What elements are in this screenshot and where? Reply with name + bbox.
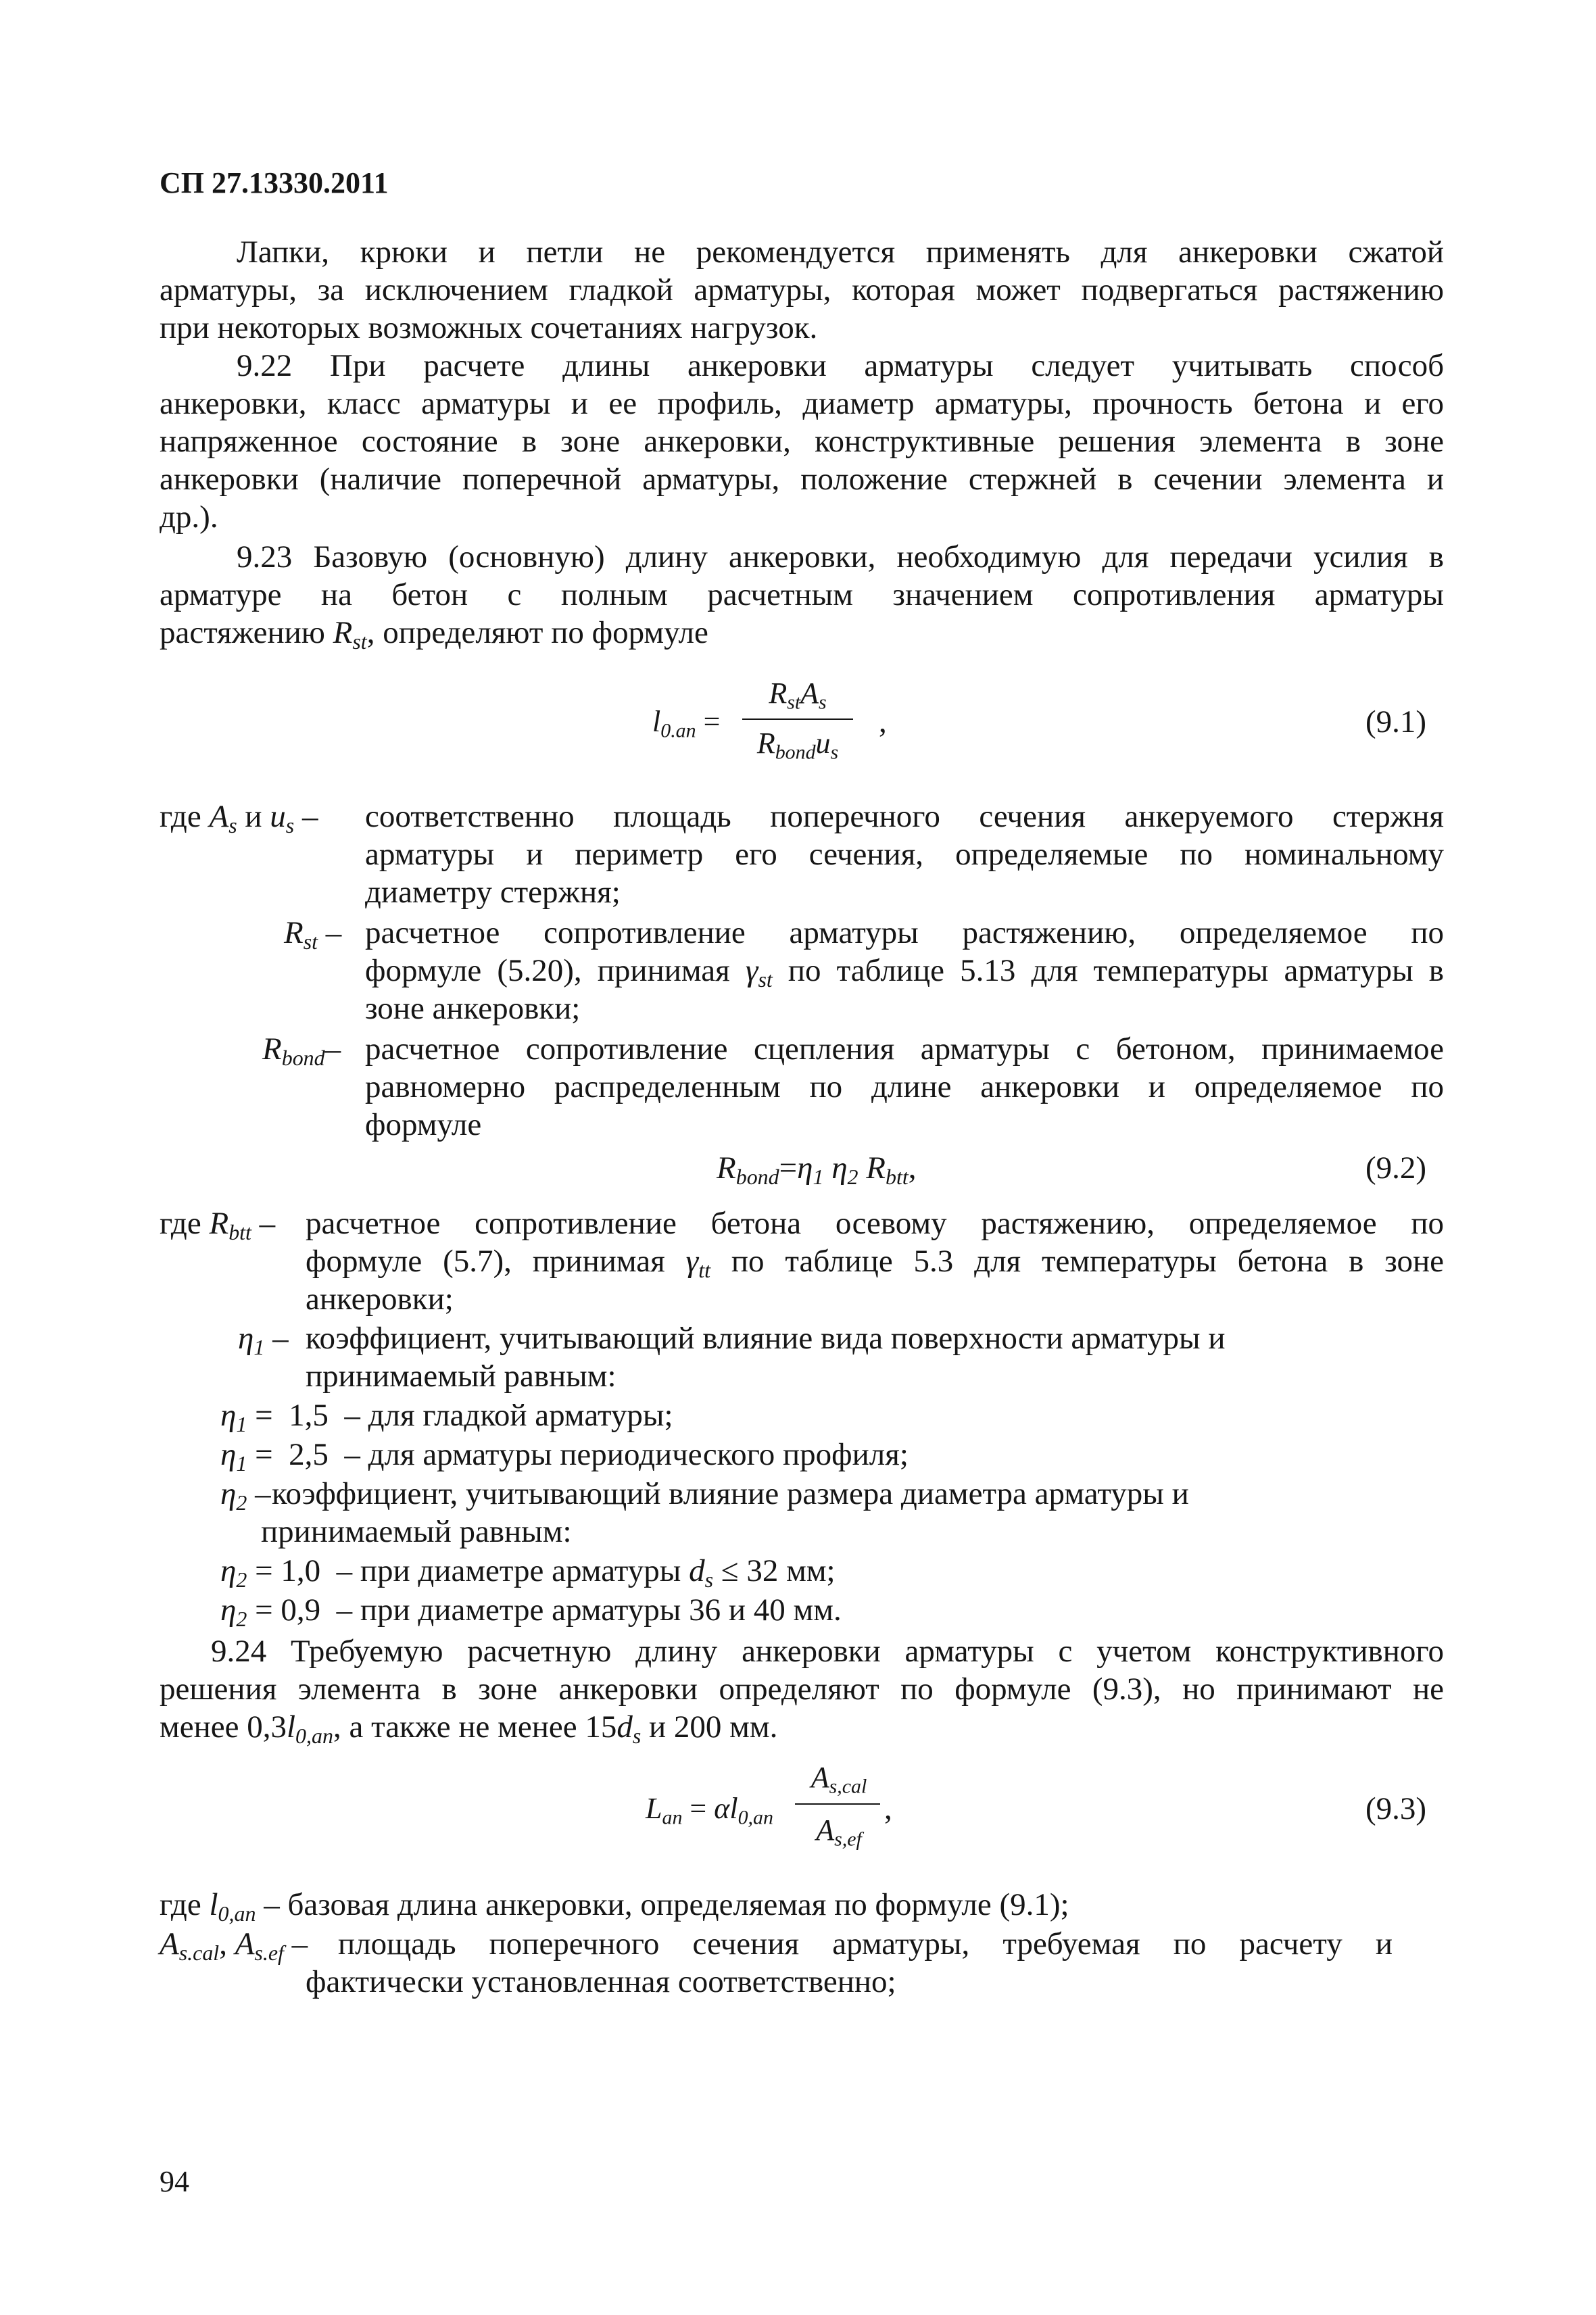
value-line: $\eta_2 = 1,0$ – при диаметре арматуры $d_s \le 32$ мм; [220,1553,836,1592]
definition-line: диаметру стержня; [365,875,621,910]
formula-lhs: $l_{0.an}$ = [652,705,721,742]
paragraph-line: напряженное состояние в зоне анкеровки, конструктивные решения элемента в зоне [160,424,1444,459]
paragraph-line: 9.23 Базовую (основную) длину анкеровки, необходимую для передачи усилия в [237,539,1444,575]
value-line: $\eta_1 = 2,5$ – для арматуры периодического профиля; [220,1437,909,1476]
fraction-bar [742,718,853,720]
definition-line: принимаемый равным: [261,1514,572,1549]
definition-line: арматуры и периметр его сечения, определяемые по номинальному [365,837,1444,872]
formula-lhs: $L_{an} = \alpha l_{0,an}$ [646,1792,773,1829]
where-term: $R_{st}$ – [284,915,342,954]
paragraph-line: 9.24 Требуемую расчетную длину анкеровки арматуры с учетом конструктивного [211,1634,1444,1669]
definition-line: расчетное сопротивление сцепления арматуры с бетоном, принимаемое [365,1031,1444,1067]
paragraph-line: др.). [160,499,218,535]
where-term: $\eta_2$ – [220,1476,271,1515]
paragraph-line: анкеровки, класс арматуры и ее профиль, диаметр арматуры, прочность бетона и его [160,386,1444,421]
paragraph-line: арматуре на бетон с полным расчетным значением сопротивления арматуры [160,577,1444,612]
page-number: 94 [160,2165,189,2198]
value-line: $\eta_1 = 1,5$ – для гладкой арматуры; [220,1398,673,1436]
formula-numerator: $R_{st}A_s$ [769,677,827,714]
definition-line: коэффициент, учитывающий влияние размера диаметра арматуры и [272,1476,1189,1511]
paragraph-line: анкеровки (наличие поперечной арматуры, положение стержней в сечении элемента и [160,462,1444,497]
definition-line: анкеровки; [306,1282,454,1317]
formula-number: (9.1) [1365,704,1427,739]
formula-number: (9.3) [1365,1791,1427,1826]
where-term: где $A_s$ и $u_s$ – [160,799,318,837]
paragraph-line: решения элемента в зоне анкеровки определяют по формуле (9.3), но принимают не [160,1672,1444,1707]
value-line: $\eta_2 = 0,9$ – при диаметре арматуры 36 и 40 мм. [220,1592,842,1631]
formula-body: $R_{bond}=\eta_1$ $\eta_2$ $R_{btt}$, [717,1150,917,1189]
paragraph-line: растяжению $R_{st}$, определяют по формуле [160,615,708,654]
definition-line: коэффициент, учитывающий влияние вида поверхности арматуры и [306,1321,1226,1356]
where-term: $\eta_1$ – [238,1321,289,1359]
definition-line: равномерно распределенным по длине анкеровки и определяемое по [365,1069,1444,1104]
definition-line: площадь поперечного сечения арматуры, требуемая по расчету и [338,1926,1393,1961]
where-term: $R_{bond}-$ [262,1031,341,1070]
definition-line: соответственно площадь поперечного сечения анкеруемого стержня [365,799,1444,834]
paragraph-line: арматуры, за исключением гладкой арматуры, которая может подвергаться растяжению [160,272,1444,308]
definition-line: зоне анкеровки; [365,991,581,1026]
where-line: где $l_{0,an}$ – базовая длина анкеровки, определяемая по формуле (9.1); [160,1887,1069,1926]
definition-line: принимаемый равным: [306,1359,616,1394]
formula-comma: , [879,704,887,739]
formula-denominator: $A_{s,ef}$ [816,1813,862,1851]
definition-line: формуле (5.20), принимая $\gamma_{st}$ по таблице 5.13 для температуры арматуры в [365,953,1444,992]
fraction-bar [795,1803,880,1805]
definition-line: расчетное сопротивление бетона осевому растяжению, определяемое по [306,1206,1444,1241]
document-header: СП 27.13330.2011 [160,166,389,199]
paragraph-line: менее $0,3l_{0,an}$, а также не менее $15d_s$ и 200 мм. [160,1709,778,1748]
where-term: $A_{s.cal}$, $A_{s.ef}$ – [160,1926,308,1965]
formula-denominator: $R_{bond}u_s$ [756,727,839,764]
definition-line: формуле (5.7), принимая $\gamma_{tt}$ по таблице 5.3 для температуры бетона в зоне [306,1244,1445,1282]
where-term: где $R_{btt}$ – [160,1206,276,1244]
formula-number: (9.2) [1365,1150,1427,1186]
paragraph-line: 9.22 При расчете длины анкеровки арматуры следует учитывать способ [237,348,1444,383]
formula-comma: , [884,1791,892,1826]
paragraph-line: Лапки, крюки и петли не рекомендуется применять для анкеровки сжатой [237,235,1444,270]
paragraph-line: при некоторых возможных сочетаниях нагрузок. [160,310,818,345]
definition-line: формуле [365,1107,482,1142]
definition-line: фактически установленная соответственно; [306,1964,896,1999]
formula-numerator: $A_{s,cal}$ [811,1761,867,1798]
definition-line: расчетное сопротивление арматуры растяжению, определяемое по [365,915,1444,950]
